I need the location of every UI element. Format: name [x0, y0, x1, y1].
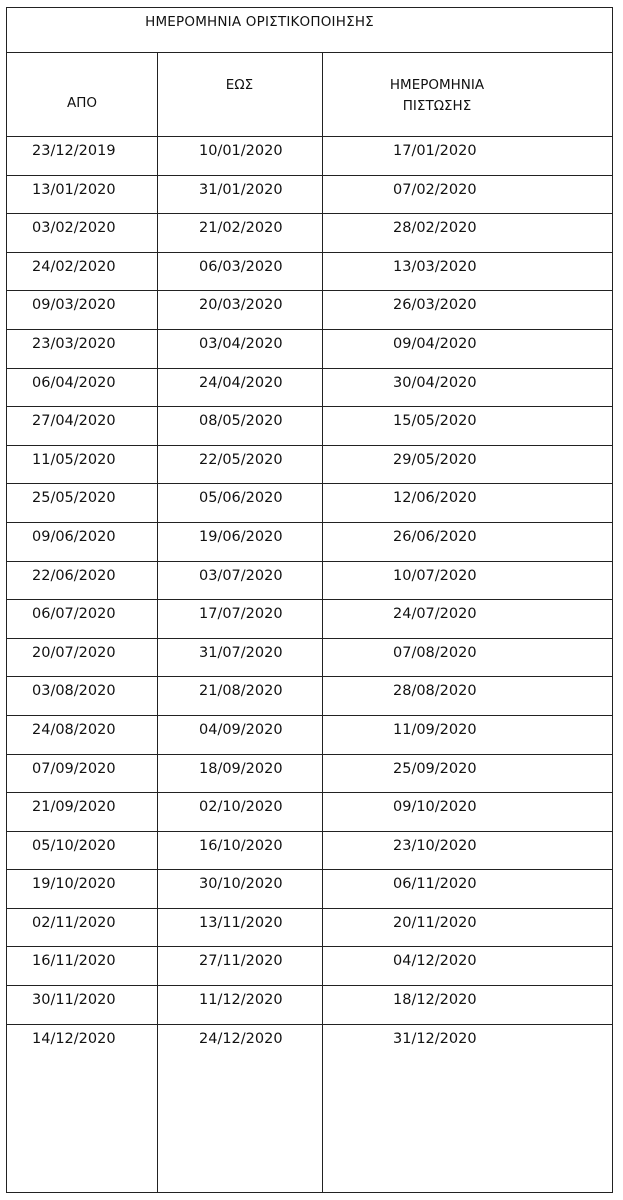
cell-to: 10/01/2020: [199, 143, 283, 159]
cell-to: 22/05/2020: [199, 451, 283, 468]
cell-to: 05/06/2020: [199, 490, 283, 507]
cell-credit-date: 28/02/2020: [393, 220, 477, 237]
cell-credit-date: 24/07/2020: [393, 606, 477, 623]
schedule-table: [6, 7, 613, 1193]
table-row: [7, 446, 612, 485]
table-title-row: [7, 8, 612, 53]
cell-to: 06/03/2020: [199, 258, 283, 275]
table-row: [7, 909, 612, 948]
cell-to: 16/10/2020: [199, 837, 283, 854]
header-to: ΕΩΣ: [225, 77, 254, 93]
cell-credit-date: 09/04/2020: [393, 335, 477, 352]
table-row: [7, 793, 612, 832]
cell-credit-date: 17/01/2020: [393, 143, 477, 159]
header-credit-date: [352, 75, 522, 117]
cell-from: 11/05/2020: [32, 451, 116, 468]
cell-to: 04/09/2020: [199, 721, 283, 738]
table-header-row: [7, 53, 612, 137]
cell-credit-date: 28/08/2020: [393, 683, 477, 700]
table-row: [7, 832, 612, 871]
cell-from: 25/05/2020: [32, 490, 116, 507]
table-row: [7, 176, 612, 215]
cell-from: 16/11/2020: [32, 953, 116, 970]
cell-credit-date: 26/06/2020: [393, 528, 477, 545]
cell-credit-date: 29/05/2020: [393, 451, 477, 468]
cell-to: 24/04/2020: [199, 374, 283, 391]
cell-from: 21/09/2020: [32, 799, 116, 816]
cell-credit-date: 25/09/2020: [393, 760, 477, 777]
cell-to: 11/12/2020: [199, 992, 283, 1009]
table-row: [7, 369, 612, 408]
cell-from: 24/08/2020: [32, 721, 116, 738]
cell-from: 19/10/2020: [32, 876, 116, 893]
cell-credit-date: 07/02/2020: [393, 181, 477, 198]
table-row: [7, 947, 612, 986]
cell-to: 08/05/2020: [199, 413, 283, 430]
cell-from: 24/02/2020: [32, 258, 116, 275]
table-body: [7, 137, 612, 1063]
cell-credit-date: 20/11/2020: [393, 914, 477, 931]
cell-to: 21/08/2020: [199, 683, 283, 700]
cell-from: 14/12/2020: [32, 1030, 116, 1047]
cell-credit-date: 10/07/2020: [393, 567, 477, 584]
cell-from: 09/03/2020: [32, 297, 116, 314]
cell-credit-date: 18/12/2020: [393, 992, 477, 1009]
cell-to: 18/09/2020: [199, 760, 283, 777]
table-row: [7, 291, 612, 330]
cell-from: 03/08/2020: [32, 683, 116, 700]
header-credit-line2: ΠΙΣΤΩΣΗΣ: [402, 98, 472, 114]
cell-credit-date: 04/12/2020: [393, 953, 477, 970]
table-row: [7, 407, 612, 446]
cell-to: 27/11/2020: [199, 953, 283, 970]
cell-from: 23/03/2020: [32, 335, 116, 352]
cell-from: 30/11/2020: [32, 992, 116, 1009]
cell-credit-date: 15/05/2020: [393, 413, 477, 430]
cell-credit-date: 07/08/2020: [393, 644, 477, 661]
cell-to: 30/10/2020: [199, 876, 283, 893]
cell-credit-date: 12/06/2020: [393, 490, 477, 507]
table-row: [7, 870, 612, 909]
cell-to: 13/11/2020: [199, 914, 283, 931]
table-row: [7, 1025, 612, 1064]
cell-credit-date: 31/12/2020: [393, 1030, 477, 1047]
cell-to: 03/04/2020: [199, 335, 283, 352]
table-row: [7, 600, 612, 639]
table-row: [7, 523, 612, 562]
table-title: ΗΜΕΡΟΜΗΝΙΑ ΟΡΙΣΤΙΚΟΠΟΙΗΣΗΣ: [145, 14, 374, 30]
cell-from: 13/01/2020: [32, 181, 116, 198]
table-row: [7, 677, 612, 716]
cell-from: 06/04/2020: [32, 374, 116, 391]
table-row: [7, 562, 612, 601]
table-row: [7, 137, 612, 176]
cell-to: 21/02/2020: [199, 220, 283, 237]
cell-to: 17/07/2020: [199, 606, 283, 623]
cell-from: 27/04/2020: [32, 413, 116, 430]
cell-from: 07/09/2020: [32, 760, 116, 777]
table-row: [7, 330, 612, 369]
cell-credit-date: 09/10/2020: [393, 799, 477, 816]
table-row: [7, 253, 612, 292]
table-row: [7, 639, 612, 678]
cell-from: 06/07/2020: [32, 606, 116, 623]
cell-from: 23/12/2019: [32, 143, 116, 159]
cell-to: 31/07/2020: [199, 644, 283, 661]
table-row: [7, 484, 612, 523]
header-from: ΑΠΟ: [66, 95, 97, 111]
cell-credit-date: 26/03/2020: [393, 297, 477, 314]
cell-to: 03/07/2020: [199, 567, 283, 584]
table-row: [7, 986, 612, 1025]
cell-to: 19/06/2020: [199, 528, 283, 545]
cell-credit-date: 06/11/2020: [393, 876, 477, 893]
cell-to: 02/10/2020: [199, 799, 283, 816]
cell-from: 03/02/2020: [32, 220, 116, 237]
table-row: [7, 214, 612, 253]
cell-from: 09/06/2020: [32, 528, 116, 545]
cell-from: 20/07/2020: [32, 644, 116, 661]
cell-credit-date: 23/10/2020: [393, 837, 477, 854]
cell-from: 02/11/2020: [32, 914, 116, 931]
cell-to: 24/12/2020: [199, 1030, 283, 1047]
table-row: [7, 716, 612, 755]
header-credit-line1: ΗΜΕΡΟΜΗΝΙΑ: [389, 77, 485, 93]
cell-to: 20/03/2020: [199, 297, 283, 314]
cell-to: 31/01/2020: [199, 181, 283, 198]
table-row: [7, 755, 612, 794]
cell-credit-date: 11/09/2020: [393, 721, 477, 738]
cell-from: 22/06/2020: [32, 567, 116, 584]
cell-credit-date: 30/04/2020: [393, 374, 477, 391]
cell-from: 05/10/2020: [32, 837, 116, 854]
cell-credit-date: 13/03/2020: [393, 258, 477, 275]
